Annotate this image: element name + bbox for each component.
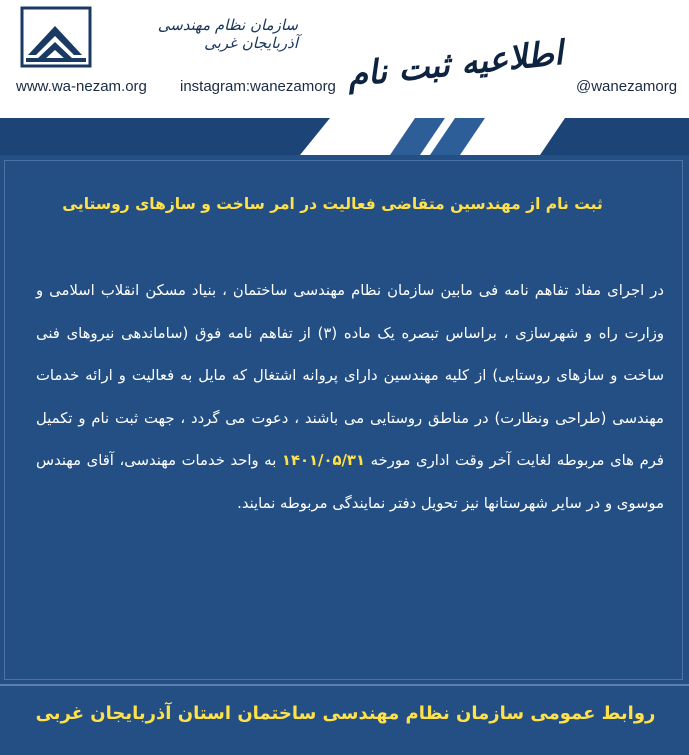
header-banner [0, 0, 689, 155]
banner-wedge-right [540, 118, 689, 155]
nezam-logo-icon [22, 8, 90, 66]
org-name-logo: سازمان نظام مهندسی آذربایجان غربی [157, 16, 298, 52]
announcement-subtitle: ثبت نام از مهندسین متقاضی فعالیت در امر ساخت و سازهای روستایی [62, 195, 603, 213]
website-link[interactable]: www.wa-nezam.org [16, 78, 147, 95]
deadline-date: ۱۴۰۱/۰۵/۳۱ [281, 452, 365, 469]
body-text-part1: در اجرای مفاد تفاهم نامه فی مابین سازمان نظام مهندسی ساختمان ، بنیاد مسکن انقلاب اسلامی و وزارت راه و شهرسازی ، براساس تبصره یک ماده (۳) از تفاهم نامه فوق (ساماندهی نیروهای فنی ساخت و سازهای روستایی) از کلیه مهندسین دارای پروانه اشتغال که مایل به فعالیت و ارائه خدمات مهندسی (طراحی ونظارت) در مناطق روستایی می باشند ، دعوت می گردد ، جهت ثبت نام و تکمیل فرم های مربوطه لغایت آخر وقت اداری مورخه [36, 282, 664, 469]
footer-public-relations: روابط عمومی سازمان نظام مهندسی ساختمان استان آذربایجان غربی [35, 703, 656, 724]
instagram-link[interactable]: instagram:wanezamorg [180, 78, 336, 95]
announcement-body [36, 270, 664, 525]
announcement-title: اطلاعیه ثبت نام [345, 32, 565, 95]
social-handle[interactable]: @wanezamorg [576, 78, 678, 95]
footer-divider [0, 684, 689, 686]
banner-wedge-left [0, 118, 330, 155]
body-text-part2: به واحد خدمات مهندسی، آقای مهندس موسوی و در سایر شهرستانها نیز تحویل دفتر نمایندگی مربوطه نمایند. [36, 452, 664, 512]
